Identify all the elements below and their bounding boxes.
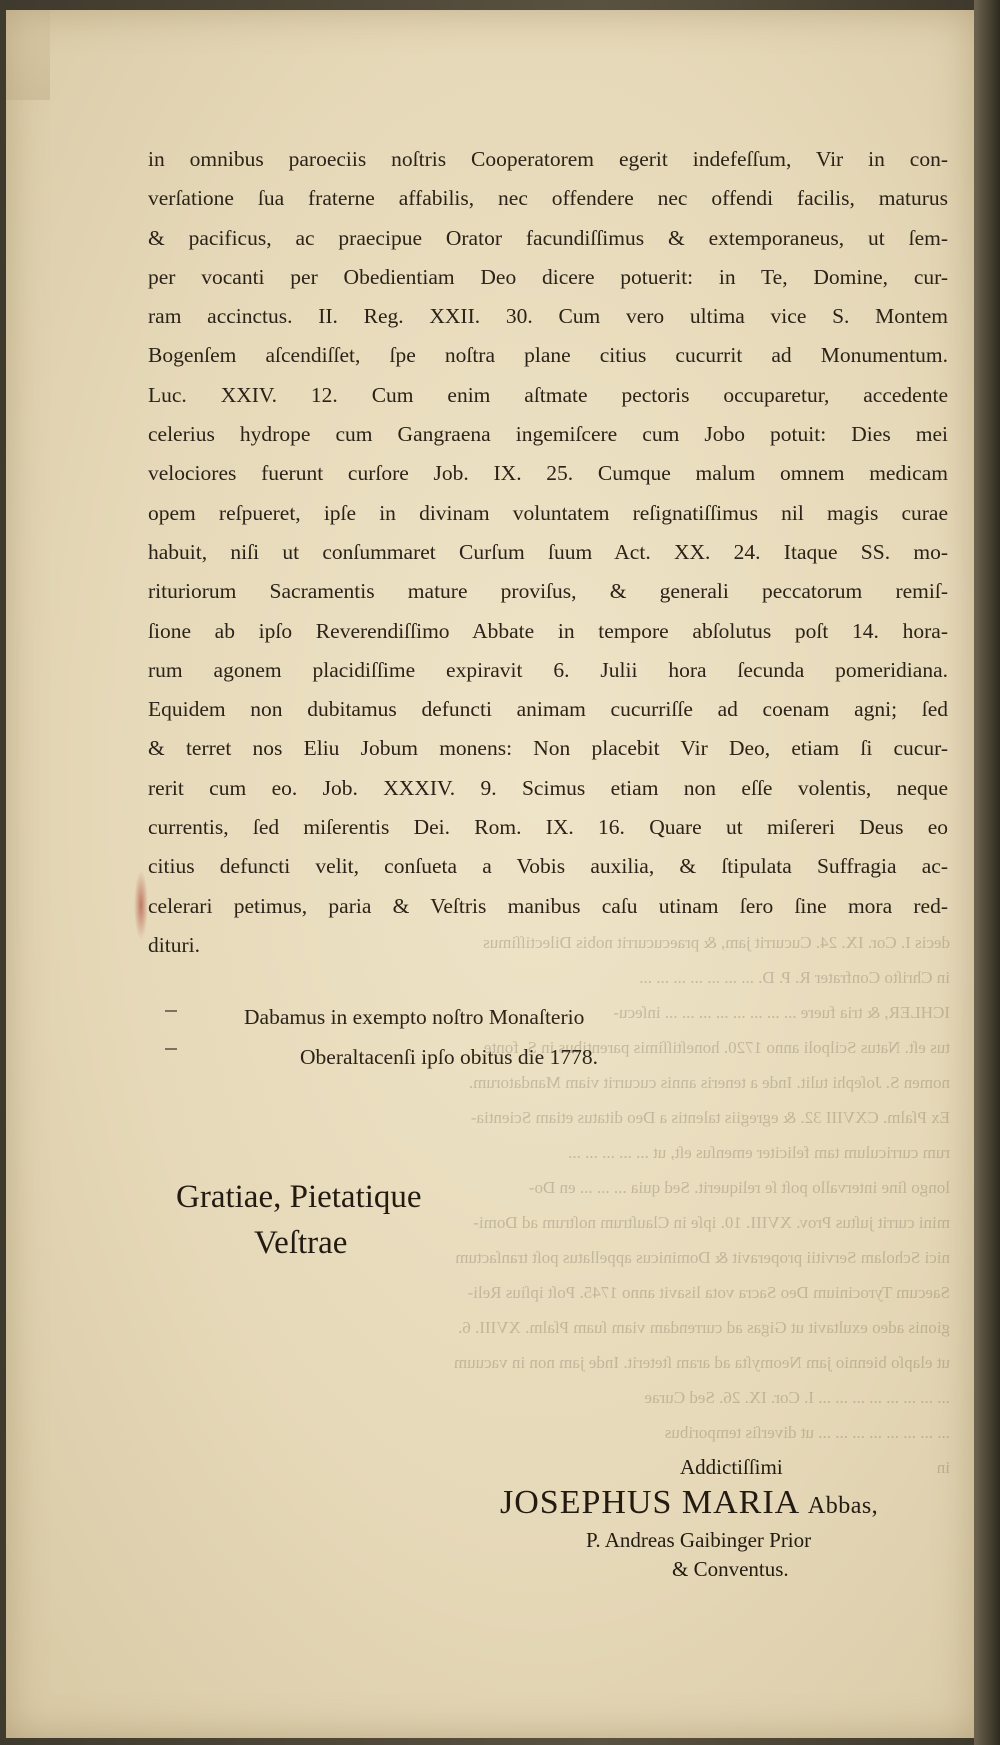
dating-line-1: Dabamus in exempto noſtro Monaſterio (244, 1005, 585, 1029)
ghost-line: mini currit juſtus Prov. XVIII. 10. ipſe in Clauſtrum noſtrum ad Domi- (473, 1213, 950, 1232)
text-line: in omnibus paroeciis noſtris Cooperatorem egerit indefeſſum, Vir in con- (148, 147, 948, 171)
binding-edge (974, 0, 1000, 1745)
main-paragraph (148, 140, 948, 965)
text-line: ſione ab ipſo Reverendiſſimo Abbate in tempore abſolutus poſt 14. hora- (148, 618, 948, 643)
ghost-line: gionis adeo exultavit ut Gigas ad currendam viam ſuam Pſalm. XVIII. 6. (458, 1318, 950, 1337)
ghost-line: decis I. Cor. IX. 24. Cucurrit jam, & praecucurrit nobis Dilectiſſimus (483, 933, 950, 952)
convent-line: & Conventus. (672, 1557, 789, 1581)
folded-corner (6, 10, 50, 100)
ghost-line: nomen S. Joſephi tulit. Inde a teneris annis cucurrit viam Mandatorum. (468, 1073, 950, 1092)
abbot-name-text: JOSEPHUS MARIA (500, 1484, 799, 1521)
text-line: dituri. (148, 932, 200, 957)
ghost-line: ... ... ... ... ... ... ... ... ut diverſis temporibus (664, 1423, 950, 1442)
text-line: celerius hydrope cum Gangraena ingemiſcere cum Jobo potuit: Dies mei (148, 422, 948, 447)
ghost-line: ICHLER, & tria fuere ... ... ... ... ... ... ... ... inſecu- (613, 1003, 950, 1022)
signature-block (500, 1455, 970, 1582)
margin-tick (165, 1048, 177, 1050)
ghost-line: rum curriculum tam feliciter emenſus eſt, ut ... ... ... ... ... (568, 1143, 950, 1162)
abbot-name (500, 1484, 970, 1522)
text-line: ram accinctus. II. Reg. XXII. 30. Cum vero ultima vice S. Montem (148, 304, 948, 329)
text-line: verſatione ſua fraterne affabilis, nec offendere nec offendi facilis, maturus (148, 186, 948, 211)
closing-line-2: Veſtrae (254, 1225, 348, 1261)
text-line: Bogenſem aſcendiſſet, ſpe noſtra plane citius cucurrit ad Monumentum. (148, 343, 948, 368)
signature-preamble: Addictiſſimi (680, 1455, 783, 1479)
margin-tick (165, 1010, 177, 1012)
text-line: currentis, ſed miſerentis Dei. Rom. IX. 16. Quare ut miſereri Deus eo (148, 815, 948, 840)
text-line: celerari petimus, paria & Veſtris manibus caſu utinam ſero ſine mora red- (148, 893, 948, 918)
text-line: opem reſpueret, ipſe in divinam voluntatem reſignatiſſimus nil magis curae (148, 500, 948, 525)
text-line: citius defuncti velit, conſueta a Vobis auxilia, & ſtipulata Suffragia ac- (148, 854, 948, 879)
ghost-line: in Chriſto Confrater R. P. D. ... ... ... ... ... ... ... (639, 968, 950, 987)
text-line: Equidem non dubitamus defuncti animam cucurriſſe ad coenam agni; ſed (148, 697, 948, 722)
text-line: & terret nos Eliu Jobum monens: Non placebit Vir Deo, etiam ſi cucur- (148, 736, 948, 761)
ghost-line: longo ſine intervallo poſt ſe reliquerit. Sed quia ... ... ... en Do- (528, 1178, 950, 1197)
ghost-line: in (936, 1458, 950, 1477)
text-line: rerit cum eo. Job. XXXIV. 9. Scimus etiam non eſſe volentis, neque (148, 775, 948, 800)
text-line: & pacificus, ac praecipue Orator facundiſſimus & extemporaneus, ut ſem- (148, 225, 948, 250)
dating-clause (244, 997, 844, 1077)
ghost-line: ut elapſo biennio jam Neomyſta ad aram ſteterit. Inde jam non in vacuum (453, 1353, 950, 1372)
abbot-title: Abbas, (807, 1493, 879, 1519)
text-line: habuit, niſi ut conſummaret Curſum ſuum Act. XX. 24. Itaque SS. mo- (148, 539, 948, 564)
text-line: velociores fuerunt curſore Job. IX. 25. Cumque malum omnem medicam (148, 461, 948, 486)
dating-line-2: Oberaltacenſi ipſo obitus die 1778. (300, 1045, 598, 1069)
ghost-line: Saecum Tyrocinium Deo Sacra vota lisavit anno 1745. Poſt ipſius Reli- (467, 1283, 950, 1302)
red-ink-mark (134, 870, 148, 940)
closing-formula (176, 1174, 422, 1266)
text-line: rituriorum Sacramentis mature proviſus, & generali peccatorum remiſ- (148, 579, 948, 604)
ghost-line: tus eſt. Natus Scilpoli anno 1720. honeſtiſſimis parentibus in S. fonte (483, 1038, 950, 1057)
ghost-line: ... ... ... ... ... ... ... ... I. Cor. IX. 26. Sed Curae (644, 1388, 950, 1407)
ghost-line: nici Scholam Servitii properavit & Dominicus appellatus poſt tranſactum (455, 1248, 950, 1267)
text-line: per vocanti per Obedientiam Deo dicere potuerit: in Te, Domine, cur- (148, 264, 948, 289)
text-line: Luc. XXIV. 12. Cum enim aſtmate pectoris occuparetur, accedente (148, 382, 948, 407)
closing-line-1: Gratiae, Pietatique (176, 1179, 422, 1215)
text-line: rum agonem placidiſſime expiravit 6. Julii hora ſecunda pomeridiana. (148, 657, 948, 682)
ghost-line: Ex Pſalm. CXVIII 32. & egregiis talentis a Deo ditatus etiam Scientia- (470, 1108, 950, 1127)
prior-name: P. Andreas Gaibinger Prior (586, 1528, 812, 1552)
